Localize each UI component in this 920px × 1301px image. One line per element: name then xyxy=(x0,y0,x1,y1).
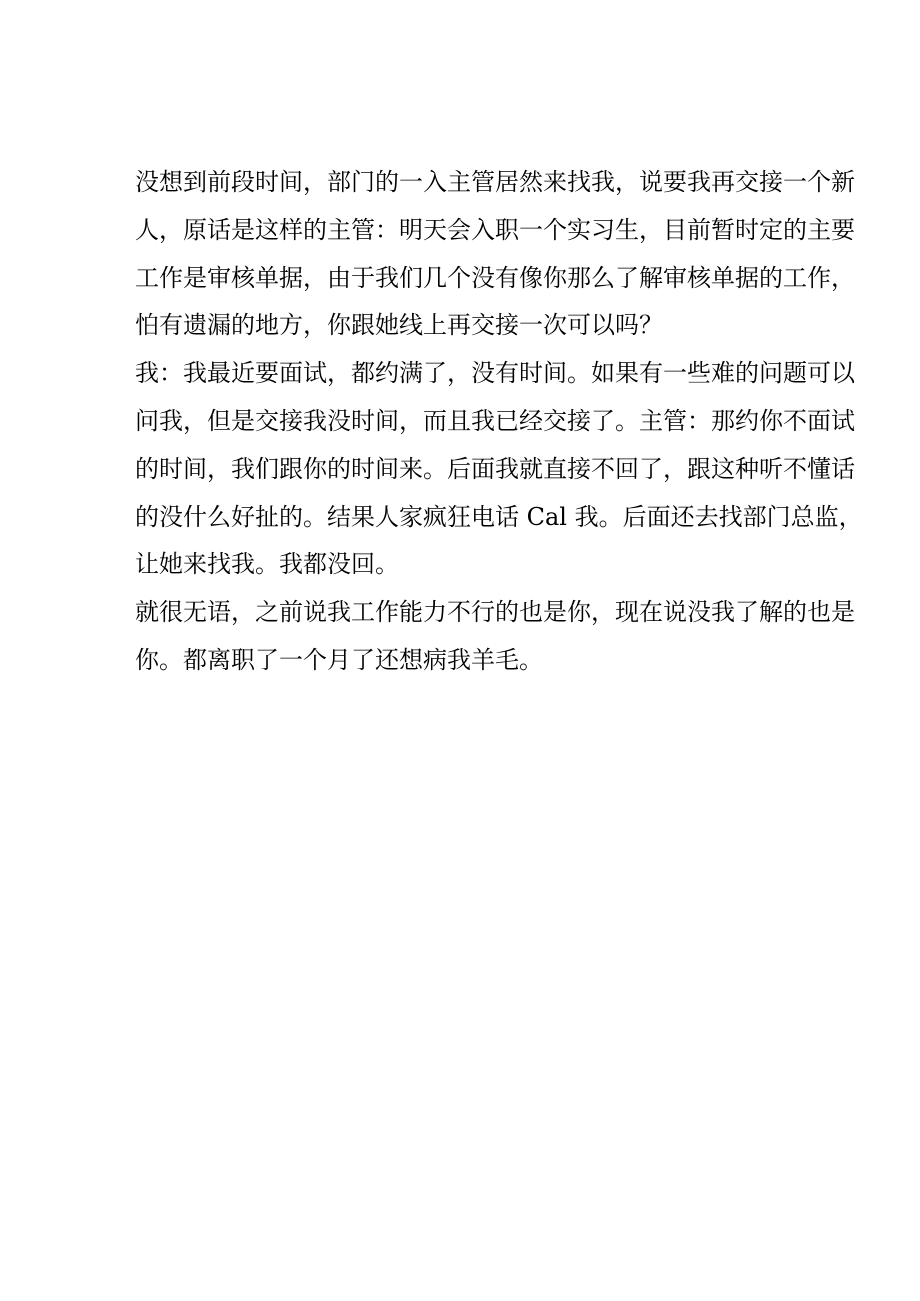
document-body xyxy=(135,159,863,685)
text-line: 就很无语，之前说我工作能力不行的也是你，现在说没我了解的也是 xyxy=(135,598,855,627)
text-line: 你。都离职了一个月了还想病我羊毛。 xyxy=(135,645,543,674)
paragraph-3 xyxy=(135,589,855,685)
text-line: 人，原话是这样的主管：明天会入职一个实习生，目前暂时定的主要 xyxy=(135,215,855,244)
text-line: 的没什么好扯的。结果人家疯狂电话 Cal 我。后面还去找部门总监， xyxy=(135,502,863,531)
text-line: 的时间，我们跟你的时间来。后面我就直接不回了，跟这种听不懂话 xyxy=(135,454,855,483)
paragraph-2 xyxy=(135,350,863,589)
text-line: 工作是审核单据，由于我们几个没有像你那么了解审核单据的工作， xyxy=(135,263,855,292)
text-line: 没想到前段时间，部门的一入主管居然来找我，说要我再交接一个新 xyxy=(135,168,855,196)
text-line: 让她来找我。我都没回。 xyxy=(135,550,399,579)
paragraph-1 xyxy=(135,159,855,350)
text-line: 我：我最近要面试，都约满了，没有时间。如果有一些难的问题可以 xyxy=(135,359,855,388)
text-line: 问我，但是交接我没时间，而且我已经交接了。主管：那约你不面试 xyxy=(135,406,855,435)
text-line: 怕有遗漏的地方，你跟她线上再交接一次可以吗？ xyxy=(135,311,663,340)
